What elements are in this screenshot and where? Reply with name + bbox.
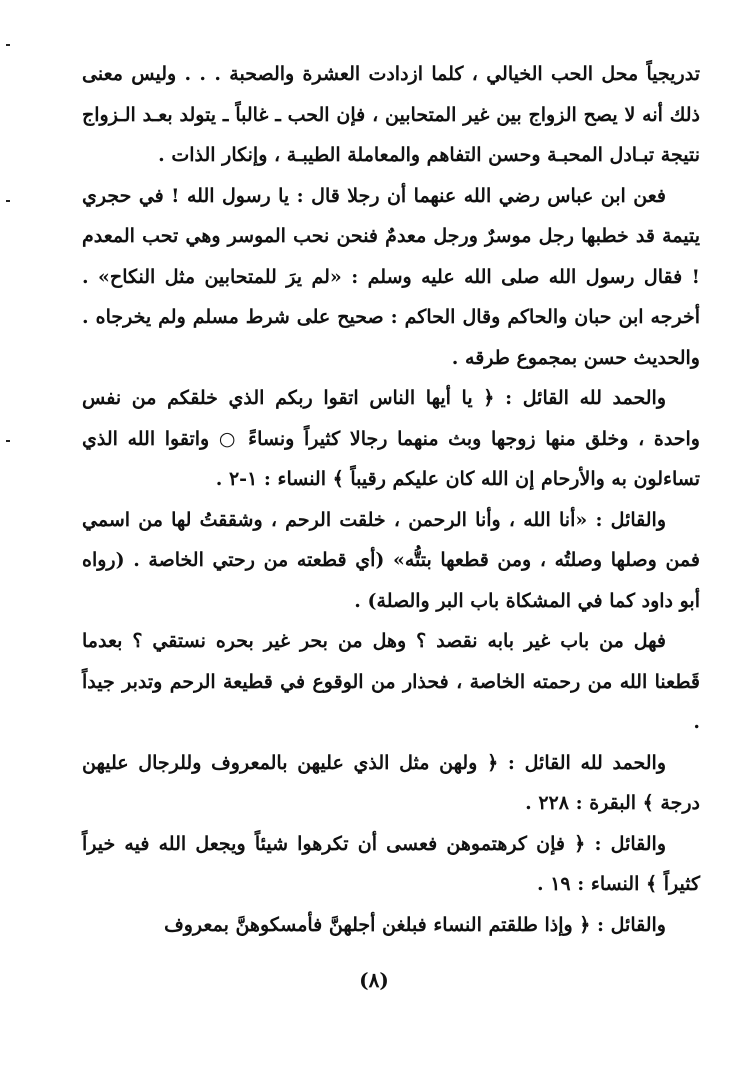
scan-edge-mark bbox=[6, 44, 10, 46]
paragraph-quran-nisa-19: والقائل : ﴿ فإن كرهتموهن فعسى أن تكرهوا شيئاً ويجعل الله فيه خيراً كثيراً ﴾ النساء : ١٩ . bbox=[82, 832, 700, 895]
paragraph-hadith-rahim: والقائل : «أنا الله ، وأنا الرحمن ، خلقت الرحم ، وشققتُ لها من اسمي فمن وصلها وصلتُه ، ومن قطعها بتتُّه» (أي قطعته من رحتي الخاصة . (رواه أبو داود كما في المشكاة باب البر والصلة) . bbox=[82, 508, 700, 612]
body-text bbox=[82, 54, 700, 945]
paragraph-quran-nisa-1: والحمد لله القائل : ﴿ يا أيها الناس اتقوا ربكم الذي خلقكم من نفس واحدة ، وخلق منها زوجها وبث منهما رجالا كثيراً ونساءً ○ واتقوا الله الذي تساءلون به والأرحام إن الله كان عليكم رقيباً ﴾ النساء : ١-٢ . bbox=[82, 387, 700, 490]
scan-edge-mark bbox=[6, 200, 10, 202]
paragraph-love-after-marriage: تدريجياً محل الحب الخيالي ، كلما ازدادت العشرة والصحبة . . . وليس معنى ذلك أنه لا يصح الزواج بين غير المتحابين ، فإن الحب ـ غالباً ـ يتولد بعـد الـزواج نتيجة تبـادل المحبـة وحسن التفاهم والمعاملة الطيبـة ، وإنكار الذات . bbox=[82, 63, 700, 166]
paragraph-quran-baqarah: والحمد لله القائل : ﴿ ولهن مثل الذي عليهن بالمعروف وللرجال عليهن درجة ﴾ البقرة : ٢٢٨ . bbox=[82, 751, 700, 814]
paragraph-quran-talaq: والقائل : ﴿ وإذا طلقتم النساء فبلغن أجلهنَّ فأمسكوهنَّ بمعروف bbox=[164, 913, 666, 936]
paragraph-hadith-orphan: فعن ابن عباس رضي الله عنهما أن رجلا قال : يا رسول الله ! في حجري يتيمة قد خطبها رجل موسرٌ ورجل معدمٌ فنحن نحب الموسر وهي تحب المعدم ! فقال رسول الله صلى الله عليه وسلم : «لم يرَ للمتحابين مثل النكاح» . أخرجه ابن حبان والحاكم وقال الحاكم : صحيح على شرط مسلم ولم يخرجاه . والحديث حسن بمجموع طرقه . bbox=[82, 184, 700, 369]
page-number: (٨) bbox=[359, 968, 389, 992]
paragraph-question: فهل من باب غير بابه نقصد ؟ وهل من بحر غير بحره نستقي ؟ بعدما قَطعنا الله من رحمته الخاصة ، فحذار من الوقوع في قطيعة الرحم وتدبر جيداً . bbox=[82, 630, 700, 733]
scan-edge-mark bbox=[6, 440, 10, 442]
